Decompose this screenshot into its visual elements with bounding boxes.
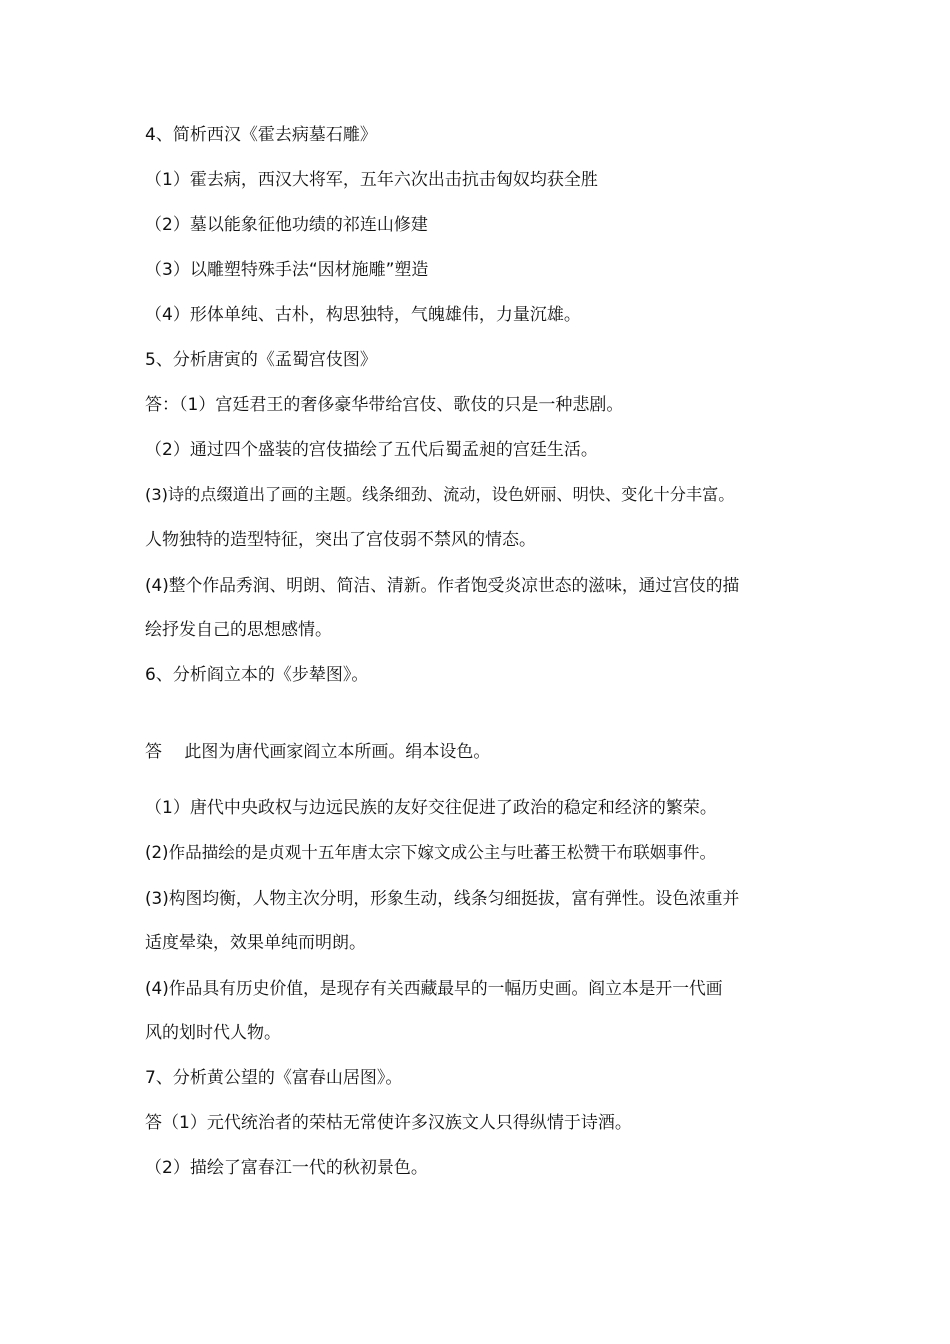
answer-line: 风的划时代人物。 [145, 1023, 281, 1043]
answer-line: （3）以雕塑特殊手法“因材施雕”塑造 [145, 260, 429, 280]
answer-line: （4）形体单纯、古朴，构思独特，气魄雄伟，力量沉雄。 [145, 305, 581, 325]
answer-line: 适度晕染，效果单纯而明朗。 [145, 933, 366, 953]
question-4-heading: 4、简析西汉《霍去病墓石雕》 [145, 125, 377, 145]
answer-line: (4)作品具有历史价值，是现存有关西藏最早的一幅历史画。阎立本是开一代画 [145, 978, 723, 998]
question-7-heading: 7、分析黄公望的《富春山居图》。 [145, 1068, 403, 1088]
answer-line: 绘抒发自己的思想感情。 [145, 620, 332, 640]
answer-line: (4)整个作品秀润、明朗、简洁、清新。作者饱受炎凉世态的滋味，通过宫伎的描 [145, 575, 740, 595]
question-5-heading: 5、分析唐寅的《孟蜀宫伎图》 [145, 350, 377, 370]
answer-line: （2）墓以能象征他功绩的祁连山修建 [145, 215, 428, 235]
answer-line: （2）通过四个盛装的宫伎描绘了五代后蜀孟昶的宫廷生活。 [145, 440, 598, 460]
answer-line: 答（1）元代统治者的荣枯无常使许多汉族文人只得纵情于诗酒。 [145, 1113, 632, 1133]
answer-line: （1）霍去病，西汉大将军，五年六次出击抗击匈奴均获全胜 [145, 170, 598, 190]
answer-line: (3)构图均衡，人物主次分明，形象生动，线条匀细挺拔，富有弹性。设色浓重并 [145, 888, 740, 908]
answer-line: 答 此图为唐代画家阎立本所画。绢本设色。 [145, 742, 491, 762]
answer-line: 答：（1）宫廷君王的奢侈豪华带给宫伎、歌伎的只是一种悲剧。 [145, 395, 624, 415]
answer-line: (3)诗的点缀道出了画的主题。线条细劲、流动，设色妍丽、明快、变化十分丰富。 [145, 485, 735, 504]
question-6-heading: 6、分析阎立本的《步辇图》。 [145, 665, 369, 685]
answer-line: （1）唐代中央政权与边远民族的友好交往促进了政治的稳定和经济的繁荣。 [145, 798, 717, 818]
answer-line: (2)作品描绘的是贞观十五年唐太宗下嫁文成公主与吐蕃王松赞干布联姻事件。 [145, 843, 717, 862]
answer-line: （2）描绘了富春江一代的秋初景色。 [145, 1158, 428, 1178]
answer-line: 人物独特的造型特征，突出了宫伎弱不禁风的情态。 [145, 530, 536, 550]
